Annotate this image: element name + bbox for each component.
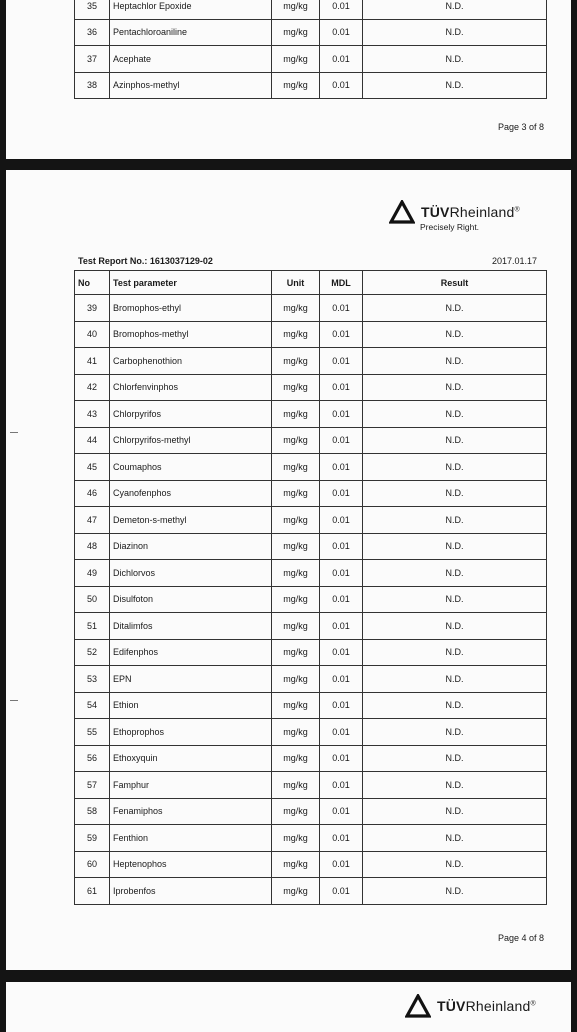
- table-row: [75, 295, 547, 322]
- page-number: Page 4 of 8: [497, 933, 544, 943]
- tuv-triangle-icon: [389, 200, 415, 224]
- unit: mg/kg: [272, 46, 320, 73]
- table-row: [75, 666, 547, 693]
- row-number: 61: [75, 878, 110, 905]
- tuv-logo: [405, 992, 565, 1032]
- mdl-value: 0.01: [320, 825, 363, 852]
- table-row: [75, 692, 547, 719]
- unit: mg/kg: [272, 0, 320, 19]
- page-number: Page 3 of 8: [497, 122, 544, 132]
- unit: mg/kg: [272, 427, 320, 454]
- table-row: [75, 613, 547, 640]
- row-number: 42: [75, 374, 110, 401]
- logo-tagline: Precisely Right.: [420, 222, 480, 232]
- mdl-value: 0.01: [320, 613, 363, 640]
- test-parameter: Carbophenothion: [110, 348, 272, 375]
- result-value: N.D.: [363, 878, 547, 905]
- unit: mg/kg: [272, 321, 320, 348]
- table-row: [75, 719, 547, 746]
- table-row: [75, 507, 547, 534]
- test-parameter: Heptenophos: [110, 851, 272, 878]
- row-number: 54: [75, 692, 110, 719]
- result-value: N.D.: [363, 0, 547, 19]
- result-value: N.D.: [363, 719, 547, 746]
- results-table-page-3: [74, 0, 547, 99]
- row-number: 47: [75, 507, 110, 534]
- unit: mg/kg: [272, 72, 320, 99]
- table-row: [75, 427, 547, 454]
- report-date: 2017.01.17: [491, 256, 537, 266]
- row-number: 49: [75, 560, 110, 587]
- table-row: [75, 798, 547, 825]
- test-parameter: Ethion: [110, 692, 272, 719]
- table-row: [75, 560, 547, 587]
- test-parameter: Diazinon: [110, 533, 272, 560]
- results-table-body: [75, 295, 547, 905]
- row-number: 41: [75, 348, 110, 375]
- table-row: [75, 321, 547, 348]
- tuv-logo: [389, 198, 549, 238]
- unit: mg/kg: [272, 745, 320, 772]
- result-value: N.D.: [363, 321, 547, 348]
- test-parameter: Ditalimfos: [110, 613, 272, 640]
- logo-wordmark: [421, 204, 520, 220]
- table-row: [75, 772, 547, 799]
- table-row: [75, 586, 547, 613]
- test-parameter: Fenthion: [110, 825, 272, 852]
- mdl-value: 0.01: [320, 851, 363, 878]
- report-number: Test Report No.: 1613037129-02: [78, 256, 213, 266]
- mdl-value: 0.01: [320, 295, 363, 322]
- result-value: N.D.: [363, 19, 547, 46]
- unit: mg/kg: [272, 507, 320, 534]
- test-parameter: Iprobenfos: [110, 878, 272, 905]
- test-parameter: Demeton-s-methyl: [110, 507, 272, 534]
- test-parameter: Edifenphos: [110, 639, 272, 666]
- result-value: N.D.: [363, 480, 547, 507]
- report-page-5: [6, 982, 571, 1032]
- row-number: 44: [75, 427, 110, 454]
- test-parameter: Pentachloroaniline: [110, 19, 272, 46]
- logo-wordmark: [437, 998, 536, 1014]
- test-parameter: Coumaphos: [110, 454, 272, 481]
- mdl-value: 0.01: [320, 878, 363, 905]
- result-value: N.D.: [363, 374, 547, 401]
- test-parameter: Famphur: [110, 772, 272, 799]
- test-parameter: Chlorfenvinphos: [110, 374, 272, 401]
- table-header-row: [75, 271, 547, 295]
- test-parameter: Bromophos-ethyl: [110, 295, 272, 322]
- unit: mg/kg: [272, 374, 320, 401]
- table-row: [75, 639, 547, 666]
- unit: mg/kg: [272, 825, 320, 852]
- row-number: 59: [75, 825, 110, 852]
- mdl-value: 0.01: [320, 533, 363, 560]
- logo-registered-mark: ®: [530, 1000, 536, 1008]
- unit: mg/kg: [272, 401, 320, 428]
- test-parameter: Chlorpyrifos: [110, 401, 272, 428]
- row-number: 50: [75, 586, 110, 613]
- table-row: [75, 745, 547, 772]
- unit: mg/kg: [272, 613, 320, 640]
- row-number: 40: [75, 321, 110, 348]
- header-unit: Unit: [272, 271, 320, 295]
- margin-mark: [10, 700, 18, 701]
- table-row: [75, 72, 547, 99]
- table-row: [75, 533, 547, 560]
- unit: mg/kg: [272, 454, 320, 481]
- table-row: [75, 0, 547, 19]
- table-row: [75, 825, 547, 852]
- row-number: 57: [75, 772, 110, 799]
- header-test-parameter: Test parameter: [110, 271, 272, 295]
- mdl-value: 0.01: [320, 719, 363, 746]
- result-value: N.D.: [363, 772, 547, 799]
- mdl-value: 0.01: [320, 0, 363, 19]
- result-value: N.D.: [363, 692, 547, 719]
- result-value: N.D.: [363, 560, 547, 587]
- mdl-value: 0.01: [320, 745, 363, 772]
- unit: mg/kg: [272, 692, 320, 719]
- result-value: N.D.: [363, 454, 547, 481]
- test-parameter: Dichlorvos: [110, 560, 272, 587]
- table-row: [75, 454, 547, 481]
- test-parameter: EPN: [110, 666, 272, 693]
- row-number: 46: [75, 480, 110, 507]
- row-number: 36: [75, 19, 110, 46]
- row-number: 37: [75, 46, 110, 73]
- row-number: 56: [75, 745, 110, 772]
- test-parameter: Chlorpyrifos-methyl: [110, 427, 272, 454]
- result-value: N.D.: [363, 533, 547, 560]
- result-value: N.D.: [363, 825, 547, 852]
- result-value: N.D.: [363, 46, 547, 73]
- row-number: 38: [75, 72, 110, 99]
- logo-brand: TÜV: [421, 204, 450, 220]
- mdl-value: 0.01: [320, 374, 363, 401]
- report-page-3: [6, 0, 571, 159]
- mdl-value: 0.01: [320, 348, 363, 375]
- row-number: 60: [75, 851, 110, 878]
- logo-registered-mark: ®: [514, 206, 520, 214]
- logo-brand-rest: Rheinland: [465, 998, 531, 1014]
- unit: mg/kg: [272, 348, 320, 375]
- result-value: N.D.: [363, 507, 547, 534]
- test-parameter: Cyanofenphos: [110, 480, 272, 507]
- report-page-4: [6, 170, 571, 970]
- row-number: 58: [75, 798, 110, 825]
- mdl-value: 0.01: [320, 639, 363, 666]
- results-table-page-4: [74, 270, 547, 905]
- unit: mg/kg: [272, 639, 320, 666]
- mdl-value: 0.01: [320, 560, 363, 587]
- result-value: N.D.: [363, 613, 547, 640]
- table-row: [75, 348, 547, 375]
- unit: mg/kg: [272, 719, 320, 746]
- table-row: [75, 401, 547, 428]
- unit: mg/kg: [272, 798, 320, 825]
- result-value: N.D.: [363, 401, 547, 428]
- mdl-value: 0.01: [320, 480, 363, 507]
- test-parameter: Ethoxyquin: [110, 745, 272, 772]
- result-value: N.D.: [363, 851, 547, 878]
- mdl-value: 0.01: [320, 586, 363, 613]
- unit: mg/kg: [272, 666, 320, 693]
- result-value: N.D.: [363, 72, 547, 99]
- mdl-value: 0.01: [320, 72, 363, 99]
- mdl-value: 0.01: [320, 454, 363, 481]
- mdl-value: 0.01: [320, 666, 363, 693]
- header-mdl: MDL: [320, 271, 363, 295]
- test-parameter: Heptachlor Epoxide: [110, 0, 272, 19]
- mdl-value: 0.01: [320, 46, 363, 73]
- result-value: N.D.: [363, 666, 547, 693]
- mdl-value: 0.01: [320, 772, 363, 799]
- row-number: 43: [75, 401, 110, 428]
- row-number: 35: [75, 0, 110, 19]
- row-number: 55: [75, 719, 110, 746]
- logo-brand: TÜV: [437, 998, 466, 1014]
- unit: mg/kg: [272, 560, 320, 587]
- mdl-value: 0.01: [320, 401, 363, 428]
- result-value: N.D.: [363, 348, 547, 375]
- header-no: No: [75, 271, 110, 295]
- results-table-body: [75, 0, 547, 99]
- row-number: 53: [75, 666, 110, 693]
- table-row: [75, 480, 547, 507]
- unit: mg/kg: [272, 586, 320, 613]
- margin-mark: [10, 432, 18, 433]
- mdl-value: 0.01: [320, 427, 363, 454]
- test-parameter: Disulfoton: [110, 586, 272, 613]
- unit: mg/kg: [272, 851, 320, 878]
- result-value: N.D.: [363, 639, 547, 666]
- test-parameter: Fenamiphos: [110, 798, 272, 825]
- test-parameter: Bromophos-methyl: [110, 321, 272, 348]
- unit: mg/kg: [272, 533, 320, 560]
- table-row: [75, 46, 547, 73]
- row-number: 39: [75, 295, 110, 322]
- row-number: 45: [75, 454, 110, 481]
- unit: mg/kg: [272, 878, 320, 905]
- logo-brand-rest: Rheinland: [449, 204, 515, 220]
- row-number: 51: [75, 613, 110, 640]
- mdl-value: 0.01: [320, 798, 363, 825]
- row-number: 52: [75, 639, 110, 666]
- result-value: N.D.: [363, 798, 547, 825]
- tuv-triangle-icon: [405, 994, 431, 1018]
- unit: mg/kg: [272, 19, 320, 46]
- header-result: Result: [363, 271, 547, 295]
- mdl-value: 0.01: [320, 321, 363, 348]
- result-value: N.D.: [363, 586, 547, 613]
- mdl-value: 0.01: [320, 507, 363, 534]
- result-value: N.D.: [363, 427, 547, 454]
- mdl-value: 0.01: [320, 19, 363, 46]
- row-number: 48: [75, 533, 110, 560]
- table-row: [75, 878, 547, 905]
- unit: mg/kg: [272, 295, 320, 322]
- unit: mg/kg: [272, 772, 320, 799]
- table-row: [75, 374, 547, 401]
- result-value: N.D.: [363, 745, 547, 772]
- test-parameter: Azinphos-methyl: [110, 72, 272, 99]
- unit: mg/kg: [272, 480, 320, 507]
- test-parameter: Acephate: [110, 46, 272, 73]
- mdl-value: 0.01: [320, 692, 363, 719]
- table-row: [75, 19, 547, 46]
- table-row: [75, 851, 547, 878]
- test-parameter: Ethoprophos: [110, 719, 272, 746]
- result-value: N.D.: [363, 295, 547, 322]
